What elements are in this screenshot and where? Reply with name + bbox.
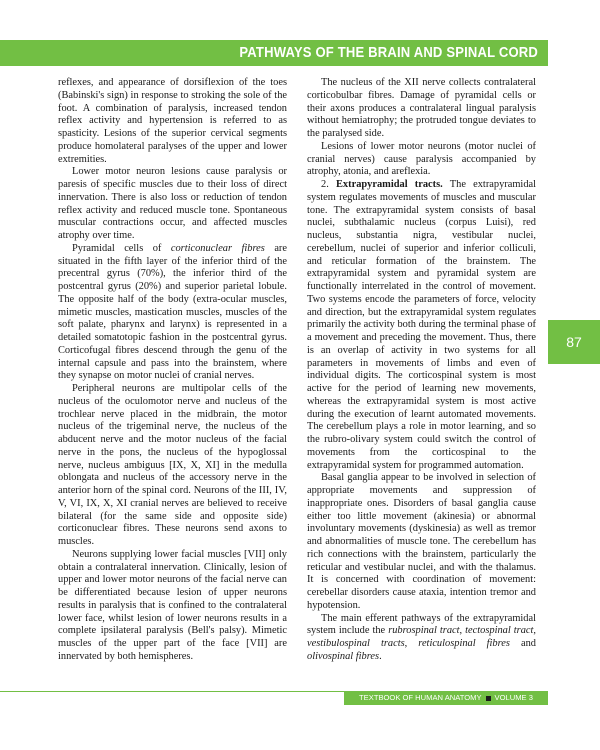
paragraph: Neurons supplying lower facial muscles [VII] only obtain a contralateral innervation. Clinically, lesion of upper and lower motor neurons of the facial nerve can be differentiated because lesion of upper neurons results in paralysis that is confined to the contralateral lower face, whilst lesion of lower neurons results in a complete ipsilateral paralysis (Bell's palsy). Mimetic muscles of the upper part of the face [VII] are innervated by both hemispheres. — [58, 548, 287, 662]
italic-term: corticonuclear fibres — [170, 242, 265, 254]
page-number: 87 — [566, 334, 582, 350]
paragraph — [58, 243, 287, 383]
square-bullet-icon — [486, 696, 491, 701]
footer-book-title: TEXTBOOK OF HUMAN ANATOMY — [359, 693, 482, 702]
footer-label — [344, 691, 548, 705]
paragraph: Basal ganglia appear to be involved in selection of appropriate movements and suppression of inappropriate ones. Disorders of basal ganglia cause either too little movement (akinesia) or abnormal involuntary movements (dyskinesia) as well as tremor and abnormalities of muscle tone. The cerebellum has rich connections with the brainstem, particularly the reticular and vestibular nuclei, and with the thalamus. It is concerned with coordination of movement: cerebellar disorders cause ataxia, intention tremor and hypotension. — [307, 472, 536, 611]
text-run: , — [533, 625, 537, 637]
right-column — [307, 77, 536, 664]
italic-term: rubrospinal tract — [388, 625, 460, 637]
italic-term: vestibulospinal tracts — [307, 638, 405, 649]
paragraph: Peripheral neurons are multipolar cells of the nucleus of the oculomotor nerve and nucleus of the trochlear nerve placed in the midbrain, the motor nucleus of the trigeminal nerve, the nucleus of the abducent nerve and the motor nucleus of the facial nerve in the pons, the nucleus of the hypoglossal nerve, nucleus ambiguus [IX, X, XI] in the medulla oblongata and nucleus of the accessory nerve in the anterior horn of the spinal cord. Neurons of the III, IV, V, VI, IX, X, XI cranial nerves are believed to receive bilateral (for the same side and opposite side) corticonuclear fibres. These neurons send axons to muscles. — [58, 383, 287, 547]
text-run: Pyramidal cells of — [72, 242, 171, 254]
footer-volume: VOLUME 3 — [494, 693, 533, 702]
text-run: The main efferent pathways of the extrapyramidal system include the — [307, 612, 536, 637]
paragraph — [307, 179, 536, 472]
paragraph: Lesions of lower motor neurons (motor nuclei of cranial nerves) cause paralysis accompanied by atrophy, atonia, and areflexia. — [307, 140, 536, 178]
italic-term: olivospinal fibres — [307, 650, 380, 662]
text-run: , — [459, 625, 466, 637]
paragraph: Lower motor neuron lesions cause paralysis or paresis of specific muscles due to their loss of direct innervation. There is also loss or reduction of tendon reflex activity and reduced muscle tone. Spontaneous muscular contractions occur, and affected muscles atrophy over time. — [58, 166, 287, 241]
section-heading: Extrapyramidal tracts. — [336, 179, 443, 190]
italic-term: tectospinal tract — [465, 625, 534, 637]
section-number: 2. — [321, 179, 336, 190]
chapter-title: PATHWAYS OF THE BRAIN AND SPINAL CORD — [239, 45, 539, 61]
text-run: . — [379, 650, 382, 662]
text-run: The extrapyramidal system regulates movements of muscles and muscular tone. The extrapyramidal system consists of basal nuclei, subthalamic nucleus (corpus Luisi), red nucleus, substantia nigra, vestibular nuclei, cerebellum, nuclei of superior and inferior colliculi, and reticular formation of the brainstem. The extrapyramidal system and pyramidal system are functionally interrelated in the control of movement. Two systems encode the parameters of force, velocity and direction, but the extrapyramidal system regulates primarily the activity both during the terminal phase of a movement and preceding the movement. Thus, there is an overlap of activity in two systems for all parameters in movements of limbs and even of individual digits. The corticospinal system is most active for the period of learning new movements, whereas the extrapyramidal system is most active during the execution of learnt automated movements. The cerebellum plays a role in motor learning, and so the rubro-olivary system could switch the control of movements from the corticospinal to the extrapyramidal system for programmed automation. — [307, 179, 537, 471]
left-column — [58, 77, 287, 664]
text-run: , — [404, 638, 419, 649]
paragraph: reflexes, and appearance of dorsiflexion of the toes (Babinski's sign) in response to stroking the sole of the foot. A combination of paralysis, increased tendon reflex activity and hypertension is referred to as spasticity. Lesions of the superior cervical segments produce homolateral paralyses of the upper and lower extremities. — [58, 77, 287, 165]
paragraph — [307, 613, 536, 664]
text-run: are situated in the fifth layer of the inferior third of the precentral gyrus (70%), the inferior third of the postcentral gyrus (20%) and superior parietal lobule. The opposite half of the body (extra-ocular muscles, mimetic muscles, mastication muscles, muscles of the soft palate, pharynx and larynx) is represented in a detailed somatotopic fashion in the postcentral gyrus. Corticofugal fibres descend through the genu of the internal capsule and pass into the brainstem, where they synapse on motor nuclei of cranial nerves. — [58, 242, 287, 382]
italic-term: reticulospinal fibres — [418, 638, 510, 649]
text-run: and — [509, 638, 536, 649]
page-number-tab — [548, 320, 600, 364]
paragraph: The nucleus of the XII nerve collects contralateral corticobulbar fibres. Damage of pyramidal cells or their axons produces a contralateral lingual paralysis without hemiatrophy; the protruded tongue deviates to the paralysed side. — [307, 77, 536, 139]
